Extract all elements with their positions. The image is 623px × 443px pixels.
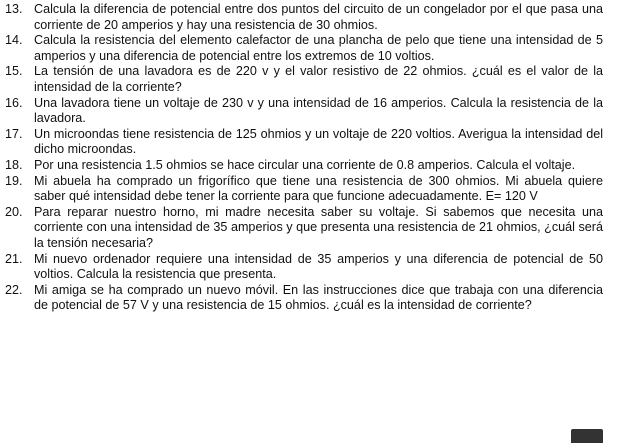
problem-item: [5, 2, 603, 33]
problem-item: [5, 158, 603, 174]
problem-number: 19.: [5, 173, 23, 188]
problem-text: Para reparar nuestro horno, mi madre necesita saber su voltaje. Si sabemos que necesita una corriente con una intensidad de 35 amperios y que presenta una resistencia de 21 ohmios, ¿cuál será la tensión necesaria?: [34, 204, 603, 250]
problem-number: 22.: [5, 282, 23, 297]
problem-number: 13.: [5, 2, 23, 16]
problem-number: 16.: [5, 95, 23, 110]
problem-number: 17.: [5, 126, 23, 141]
problem-text: La tensión de una lavadora es de 220 v y el valor resistivo de 22 ohmios. ¿cuál es el valor de la intensidad de la corriente?: [34, 64, 603, 94]
problem-item: [5, 174, 603, 205]
problem-item: [5, 64, 603, 95]
problem-item: [5, 252, 603, 283]
problem-text: Mi nuevo ordenador requiere una intensidad de 35 amperios y una diferencia de potencial de 50 voltios. Calcula la resistencia que presenta.: [34, 251, 603, 282]
scroll-thumb[interactable]: [571, 429, 603, 443]
problem-text: Mi abuela ha comprado un frigorífico que tiene una resistencia de 300 ohmios. Mi abuela quiere saber qué intensidad debe tener la corriente para que funcione adecuadamente. E= 120 V: [34, 173, 603, 204]
problem-item: [5, 283, 603, 314]
problem-list: [5, 2, 603, 314]
problem-item: [5, 127, 603, 158]
problem-text: Por una resistencia 1.5 ohmios se hace circular una corriente de 0.8 amperios. Calcula el voltaje.: [34, 157, 576, 172]
problem-text: Calcula la resistencia del elemento calefactor de una plancha de pelo que tiene una intensidad de 5 amperios y una diferencia de potencial entre los extremos de 10 voltios.: [34, 33, 603, 63]
problem-text: Una lavadora tiene un voltaje de 230 v y una intensidad de 16 amperios. Calcula la resistencia de la lavadora.: [34, 95, 603, 126]
problem-item: [5, 96, 603, 127]
problem-number: 20.: [5, 204, 23, 219]
problem-number: 18.: [5, 157, 23, 172]
problem-number: 21.: [5, 251, 23, 266]
problem-number: 15.: [5, 64, 23, 79]
problem-text: Mi amiga se ha comprado un nuevo móvil. En las instrucciones dice que trabaja con una diferencia de potencial de 57 V y una resistencia de 15 ohmios. ¿cuál es la intensidad de corriente?: [34, 282, 603, 313]
problem-item: [5, 33, 603, 64]
problem-text: Un microondas tiene resistencia de 125 ohmios y un voltaje de 220 voltios. Averigua la intensidad del dicho microondas.: [34, 126, 603, 157]
problem-number: 14.: [5, 33, 23, 48]
problem-item: [5, 205, 603, 252]
problem-text: Calcula la diferencia de potencial entre dos puntos del circuito de un congelador por el que pasa una corriente de 20 amperios y hay una resistencia de 30 ohmios.: [34, 2, 603, 32]
